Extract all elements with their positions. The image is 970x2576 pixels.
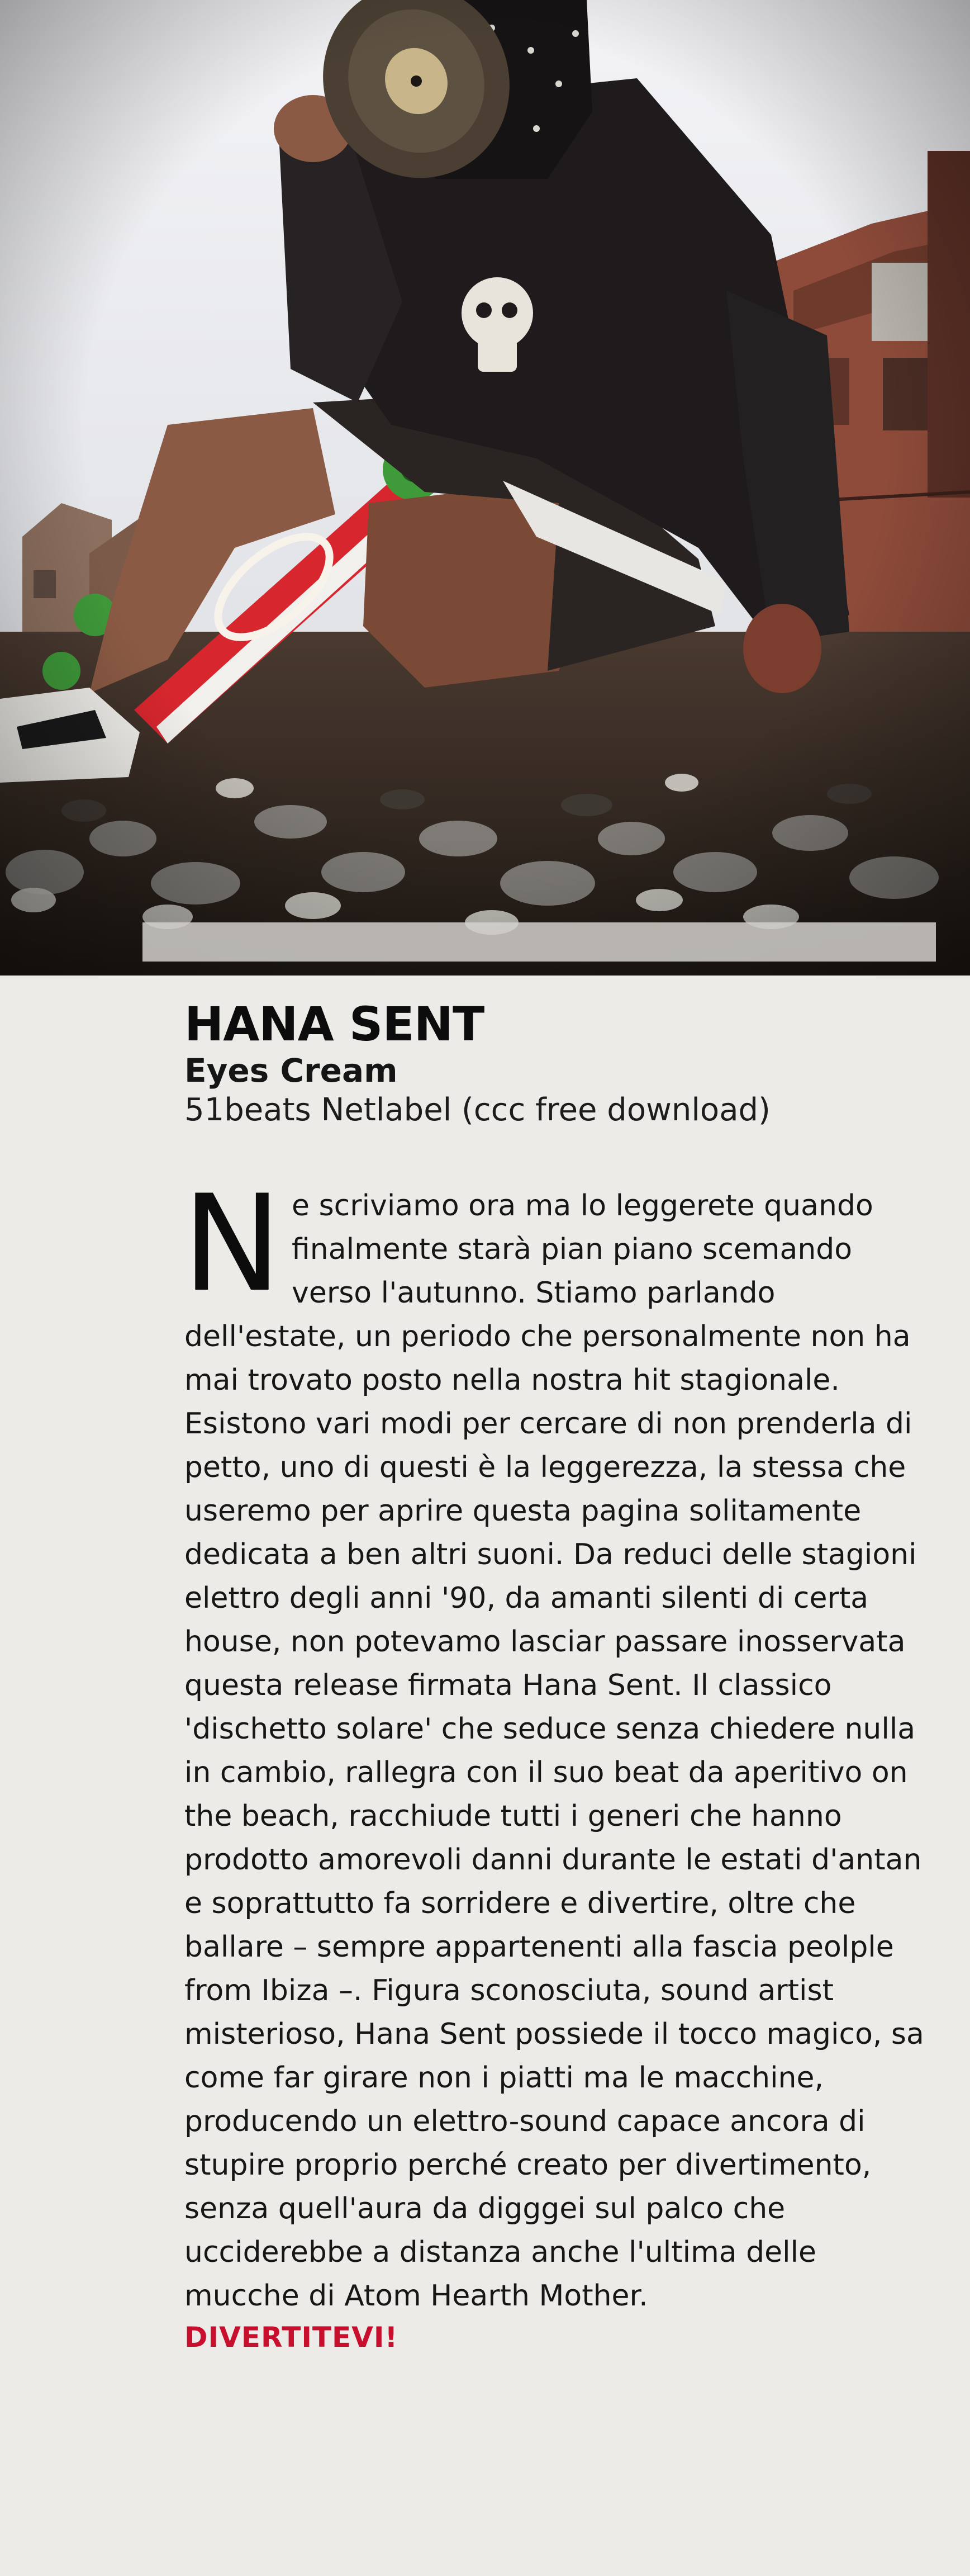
review-body: [182, 1167, 928, 2318]
album-title: Eyes Cream: [184, 1052, 398, 1090]
hero-photo: [0, 0, 970, 976]
review-text: e scriviamo ora ma lo leggerete quando finalmente starà pian piano scemando verso l'autunno. Stiamo parlando dell'estate, un periodo che personalmente non ha mai trovato posto nella nostra hit stagionale. Esistono vari modi per cercare di non prenderla di petto, uno di questi è la leggerezza, la stessa che useremo per aprire questa pagina solitamente dedicata a ben altri suoni. Da reduci delle stagioni elettro degli anni '90, da amanti silenti di certa house, non potevamo lasciar passare inosservata questa release firmata Hana Sent. Il classico 'dischetto solare' che seduce senza chiedere nulla in cambio, rallegra con il suo beat da aperitivo on the beach, racchiude tutti i generi che hanno prodotto amorevoli danni durante le estati d'antan e soprattutto fa sorridere e divertire, oltre che ballare – sempre appartenenti alla fascia peolple from Ibiza –. Figura sconosciuta, sound artist misterioso, Hana Sent possiede il tocco magico, sa come far girare non i piatti ma le macchine, producendo un elettro-sound capace ancora di stupire proprio perché creato per divertimento, senza quell'aura da digggei sul palco che ucciderebbe a distanza anche l'ultima delle mucche di Atom Hearth Mother.: [184, 1189, 924, 2313]
drop-cap: N: [182, 1167, 282, 1322]
artist-name: HANA SENT: [184, 997, 484, 1052]
signoff: DIVERTITEVI!: [184, 2321, 398, 2354]
record-label: 51beats Netlabel (ccc free download): [184, 1091, 771, 1128]
review-article: [182, 997, 928, 2354]
